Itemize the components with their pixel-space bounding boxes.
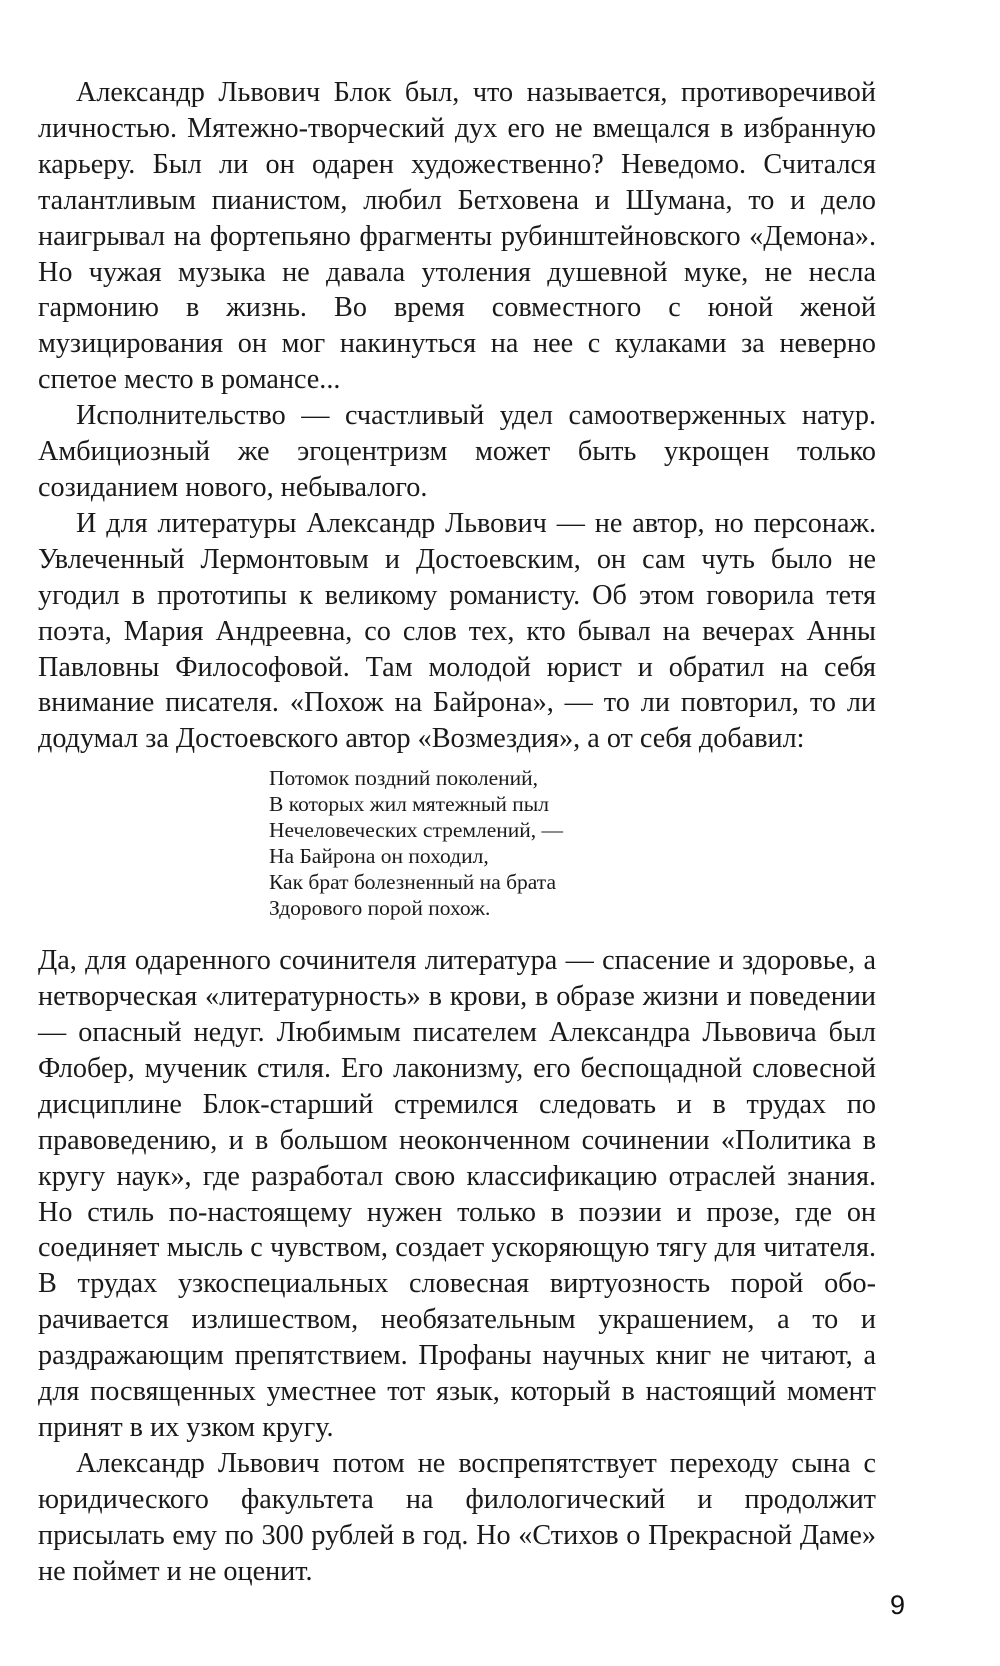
poem-line: Нечеловеческих стремлений, — [269,818,564,843]
page-body [38,75,876,1590]
poem-line: Потомок поздний поколений, [269,766,539,791]
paragraph-5: Александр Львович потом не воспрепятствует переходу сына с юридического факультета на филологический и продолжит присылать ему по 300 рублей в год. Но «Стихов о Прекрасной Даме» не поймет и не оценит. [38,1447,876,1587]
poem-line: В которых жил мятежный пыл [269,792,549,817]
page-number: 9 [890,1590,906,1620]
paragraph-1: Александр Львович Блок был, что называется, противоречивой личностью. Мятежно-творческий дух его не вмещался в избранную карьеру. Был ли он одарен художественно? Неведомо. Считался талантливым пианистом, любил Бетховена и Шумана, то и дело наигрывал на фортепьяно фрагменты рубинштейновского «Демона». Но чужая музыка не давала утоления душевной муке, не несла гармонию в жизнь. Во время совместного с юной женой музицирования он мог накинуться на нее с кулаками за неверно спетое место в романсе... [38,77,876,396]
poem-line: Здорового порой похож. [269,896,491,921]
paragraph-2: Исполнительство — счастливый удел самоотверженных натур. Амбициозный же эгоцентризм может быть укрощен только созиданием нового, небывалого. [38,400,876,503]
paragraph-3: И для литературы Александр Львович — не автор, но персонаж. Увлеченный Лермонтовым и Достоевским, он сам чуть было не угодил в прототипы к великому романисту. Об этом говорила тетя поэта, Мария Андреевна, со слов тех, кто бывал на вечерах Анны Павловны Философовой. Там молодой юрист и обратил на себя внимание писателя. «Похож на Байрона», — то ли повторил, то ли додумал за Достоевского автор «Возмездия», а от себя добавил: [38,507,876,755]
paragraph-4: Да, для одаренного сочинителя литература — спасение и здоровье, а нетворческая «литературность» в крови, в образе жизни и поведении — опасный недуг. Любимым писателем Александра Львовича был Флобер, мученик стиля. Его лаконизму, его беспощадной словесной дисциплине Блок-старший стремился следовать и в трудах по правоведению, и в большом неоконченном сочинении «Политика в кругу наук», где разработал свою классификацию отраслей знания. Но стиль по-настоящему нужен только в поэзии и прозе, где он соединяет мысль с чувством, создает ускоряющую тягу для читателя. В трудах узкоспециальных словесная виртуозность порой оборачивается излишеством, необязательным украшением, а то и раздражающим препятствием. Профаны научных книг не читают, а для посвященных уместнее тот язык, который в настоящий момент принят в их узком кругу. [38,945,876,1443]
poem-line: На Байрона он походил, [269,844,489,869]
poem-line: Как брат болезненный на брата [269,870,556,895]
poem-quote [269,765,876,921]
